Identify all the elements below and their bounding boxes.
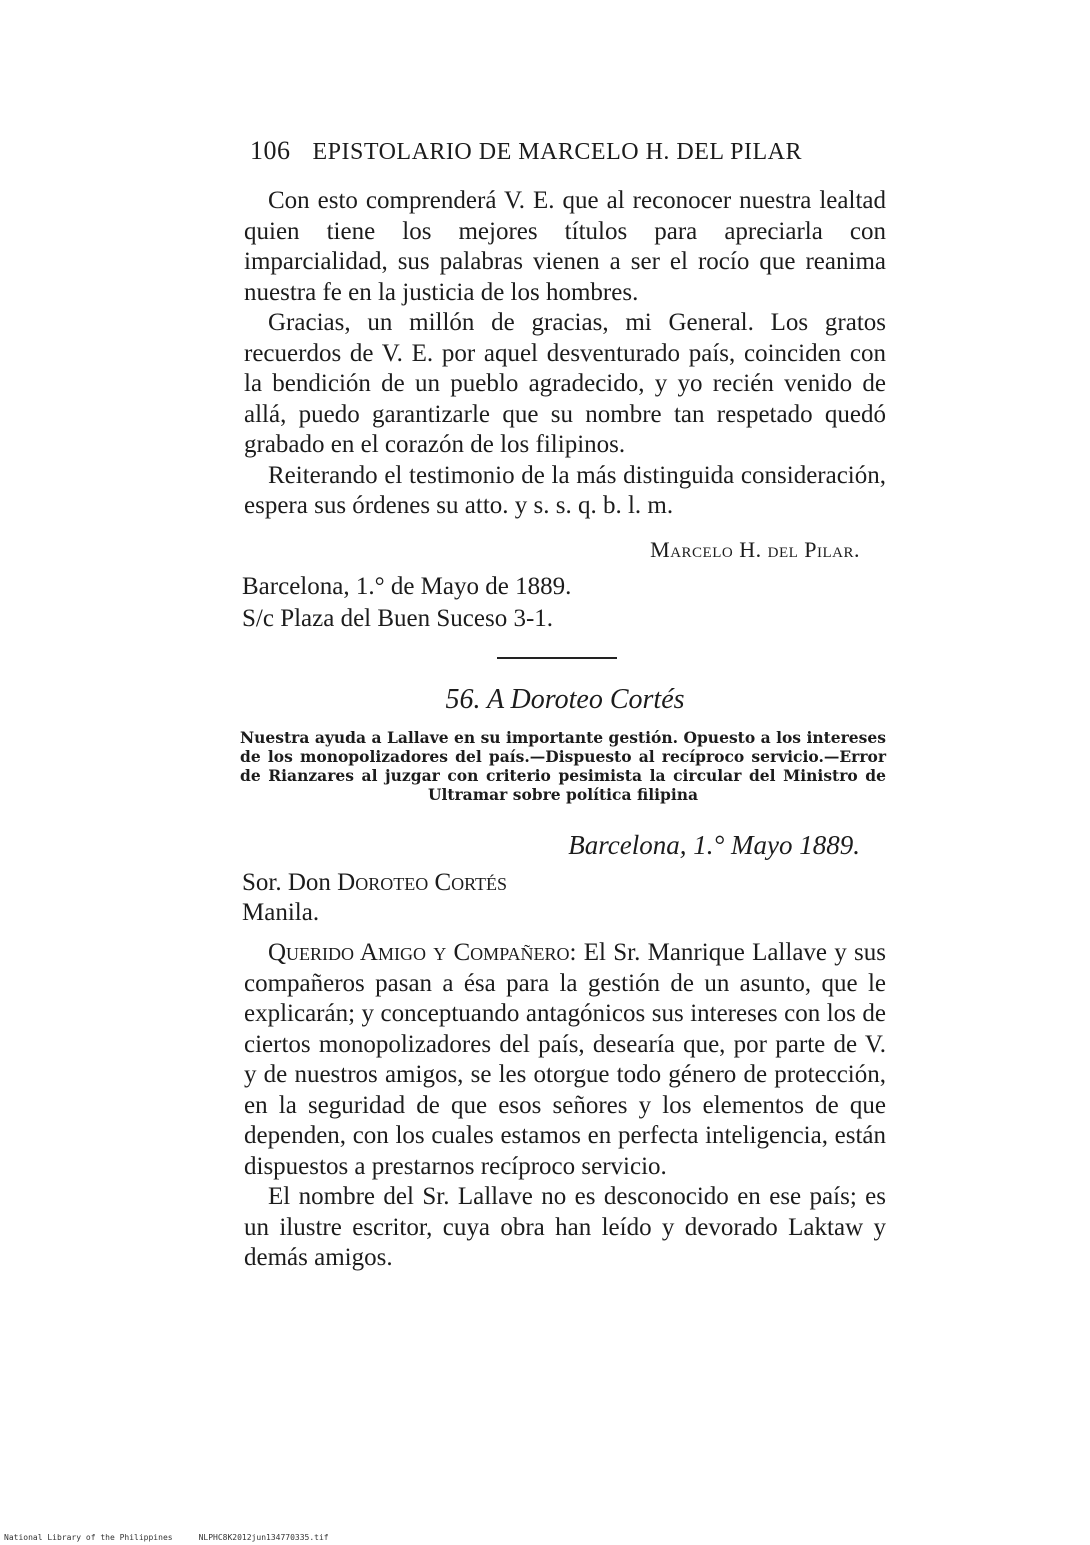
letter-paragraph-1 xyxy=(244,938,886,1182)
recipient-block xyxy=(242,868,507,928)
scan-footer xyxy=(4,1533,329,1542)
closing-place-line-2: S/c Plaza del Buen Suceso 3-1. xyxy=(242,605,554,632)
page-header xyxy=(250,136,870,166)
recipient-prefix: Sor. Don xyxy=(242,869,338,896)
letter-summary: Nuestra ayuda a Lallave en su importante gestión. Opuesto a los intereses de los monopolizadores del país.—Dispuesto al recíproco servicio.—Error de Rianzares al juzgar con criterio pesimista la circular del Ministro de Ultramar sobre política filipina xyxy=(240,728,886,804)
letter-dateline: Barcelona, 1.° Mayo 1889. xyxy=(568,830,860,860)
paragraph-2: Gracias, un millón de gracias, mi General. Los gratos recuerdos de V. E. por aquel desventurado país, coinciden con la bendición de un pueblo agradecido, y yo recién venido de allá, puedo garantizarle que su nombre tan respetado quedó grabado en el corazón de los filipinos. xyxy=(244,309,886,458)
footer-library: National Library of the Philippines xyxy=(4,1533,173,1542)
page-number: 106 xyxy=(250,136,291,165)
footer-file-id: NLPHC8K2012jun134770335.tif xyxy=(198,1533,329,1542)
section-divider xyxy=(497,657,617,659)
paragraph-3: Reiterando el testimonio de la más distinguida consideración, espera sus órdenes su atto. y s. s. q. b. l. m. xyxy=(244,461,886,519)
closing-place-line-1: Barcelona, 1.° de Mayo de 1889. xyxy=(242,573,572,600)
letter-body xyxy=(244,938,886,1274)
recipient-city: Manila. xyxy=(242,899,320,926)
letter-paragraph-1-text: El Sr. Manrique Lallave y sus compañeros pasan a ésa para la gestión de un asunto, que le explicarán; y conceptuando antagónicos sus intereses con los de ciertos monopolizadores del país, desearía que, por parte de V. y de nuestros amigos, se les otorgue todo género de protección, en la seguridad de que esos señores y los elementos de que dependen, con los cuales estamos en perfecta inteligencia, están dispuestos a prestarnos recíproco servicio. xyxy=(244,939,887,1180)
running-title: EPISTOLARIO DE MARCELO H. DEL PILAR xyxy=(312,139,802,165)
top-text-block xyxy=(244,186,886,522)
signature: Marcelo H. del Pilar. xyxy=(650,537,860,562)
salutation: Querido Amigo y Compañero: xyxy=(268,939,577,966)
paragraph-1: Con esto comprenderá V. E. que al reconocer nuestra lealtad quien tiene los mejores títulos para apreciarla con imparcialidad, sus palabras vienen a ser el rocío que reanima nuestra fe en la justicia de los hombres. xyxy=(244,187,886,306)
letter-paragraph-2: El nombre del Sr. Lallave no es desconocido en ese país; es un ilustre escritor, cuya obra han leído y devorado Laktaw y demás amigos. xyxy=(244,1183,886,1271)
recipient-name: Doroteo Cortés xyxy=(337,869,508,896)
letter-title: 56. A Doroteo Cortés xyxy=(445,684,685,715)
recipient-line xyxy=(242,868,507,898)
